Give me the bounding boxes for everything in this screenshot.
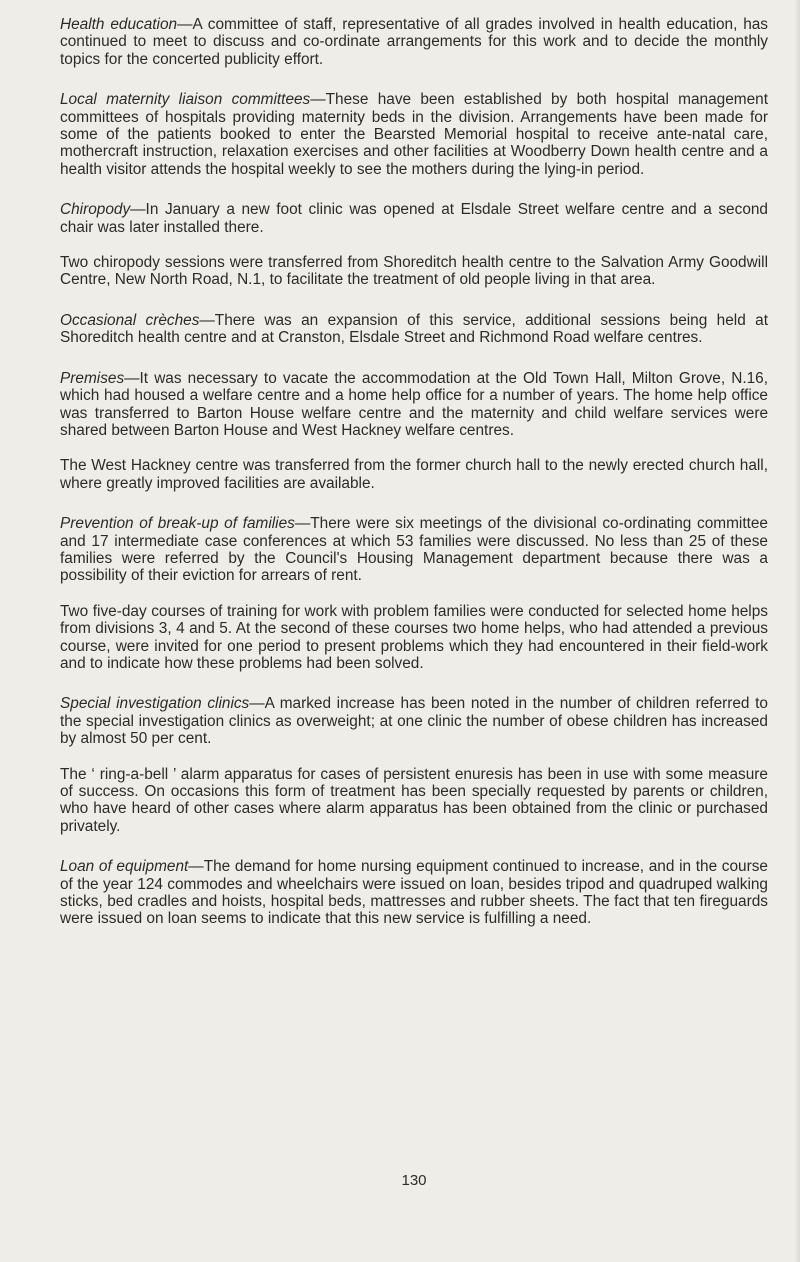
paragraph-local-maternity-liaison — [60, 91, 768, 178]
paragraph-premises — [60, 370, 768, 440]
paragraph-text: —There was an expansion of this service, additional sessions being held at Shoreditch health centre and at Cranston, Elsdale Street and Richmond Road welfare centres. — [60, 311, 768, 347]
paragraph-chiropody — [60, 201, 768, 236]
paragraph-west-hackney — [60, 457, 768, 492]
paragraph-text: The West Hackney centre was transferred from the former church hall to the newly erected church hall, where greatly improved facilities are available. — [60, 457, 768, 492]
paragraph-prevention-break-up — [60, 515, 768, 585]
paragraph-text: —A marked increase has been noted in the number of children referred to the special investigation clinics as overweight; at one clinic the number of obese children has increased by almost 50 per cent. — [60, 695, 768, 748]
paragraph-text: —These have been established by both hospital management committees of hospitals providing maternity beds in the division. Arrangements have been made for some of the patients booked to enter the Bearsted Memorial hospital to receive ante-natal care, mothercraft instruction, relaxation exercises and other facilities at Woodberry Down health centre and a health visitor attends the hospital weekly to see the mothers during the lying-in period. — [60, 91, 768, 178]
paragraph-ring-a-bell — [60, 766, 768, 836]
document-page — [60, 16, 768, 1246]
paragraph-text: —The demand for home nursing equipment continued to increase, and in the course of the year 124 commodes and wheelchairs were issued on loan, besides tripod and quadruped walking sticks, bed cradles and hoists, hospital beds, mattresses and rubber sheets. The fact that ten fireguards were issued on loan seems to indicate that this new service is fulfilling a need. — [60, 858, 768, 928]
paragraph-text: —There were six meetings of the divisional co-ordinating committee and 17 intermediate case conferences at which 53 families were discussed. No less than 25 of these families were referred by the Council's Housing Management department because there was a possibility of their eviction for arrears of rent. — [60, 515, 768, 585]
paragraph-heading: Prevention of break-up of families — [60, 515, 295, 533]
paragraph-special-investigation — [60, 695, 768, 747]
paragraph-heading: Chiropody — [60, 201, 131, 219]
paragraph-text: Two chiropody sessions were transferred from Shoreditch health centre to the Salvation Army Goodwill Centre, New North Road, N.1, to facilitate the treatment of old people living in that area. — [60, 254, 768, 289]
paragraph-training-courses — [60, 603, 768, 673]
paragraph-text: —A committee of staff, representative of all grades involved in health education, has continued to meet to discuss and co-ordinate arrangements for this work and to decide the monthly topics for the concerted publicity effort. — [60, 16, 769, 68]
paragraph-chiropody-sessions — [60, 254, 768, 289]
paragraph-text: —It was necessary to vacate the accommodation at the Old Town Hall, Milton Grove, N.16, which had housed a welfare centre and a home help office for a number of years. The home help office was transferred to Barton House welfare centre and the maternity and child welfare services were shared between Barton House and West Hackney welfare centres. — [60, 369, 768, 439]
paragraph-heading: Premises — [60, 369, 125, 387]
paragraph-loan-of-equipment — [60, 858, 768, 928]
paragraph-occasional-creches — [60, 312, 768, 347]
paragraph-heading: Special investigation clinics — [60, 695, 250, 713]
paragraph-heading: Loan of equipment — [60, 858, 189, 876]
paragraph-text: Two five-day courses of training for work with problem families were conducted for selected home helps from divisions 3, 4 and 5. At the second of these courses two home helps, who had attended a previous course, were invited for one period to present problems which they had encountered in their field-work and to indicate how these problems had been solved. — [60, 602, 768, 672]
paragraph-text: —In January a new foot clinic was opened at Elsdale Street welfare centre and a second chair was later installed there. — [60, 201, 768, 236]
page-edge-shadow — [794, 0, 800, 1262]
paragraph-heading: Local maternity liaison committees — [60, 91, 311, 109]
paragraph-text: The ‘ ring-a-bell ’ alarm apparatus for cases of persistent enuresis has been in use with some measure of success. On occasions this form of treatment has been specially requested by parents or children, who have heard of other cases where alarm apparatus has been obtained from the clinic or purchased privately. — [60, 765, 768, 835]
paragraph-heading: Occasional crèches — [60, 311, 200, 329]
paragraph-heading: Health education — [60, 16, 178, 33]
paragraph-health-education — [60, 16, 768, 68]
page-number: 130 — [401, 1172, 427, 1189]
